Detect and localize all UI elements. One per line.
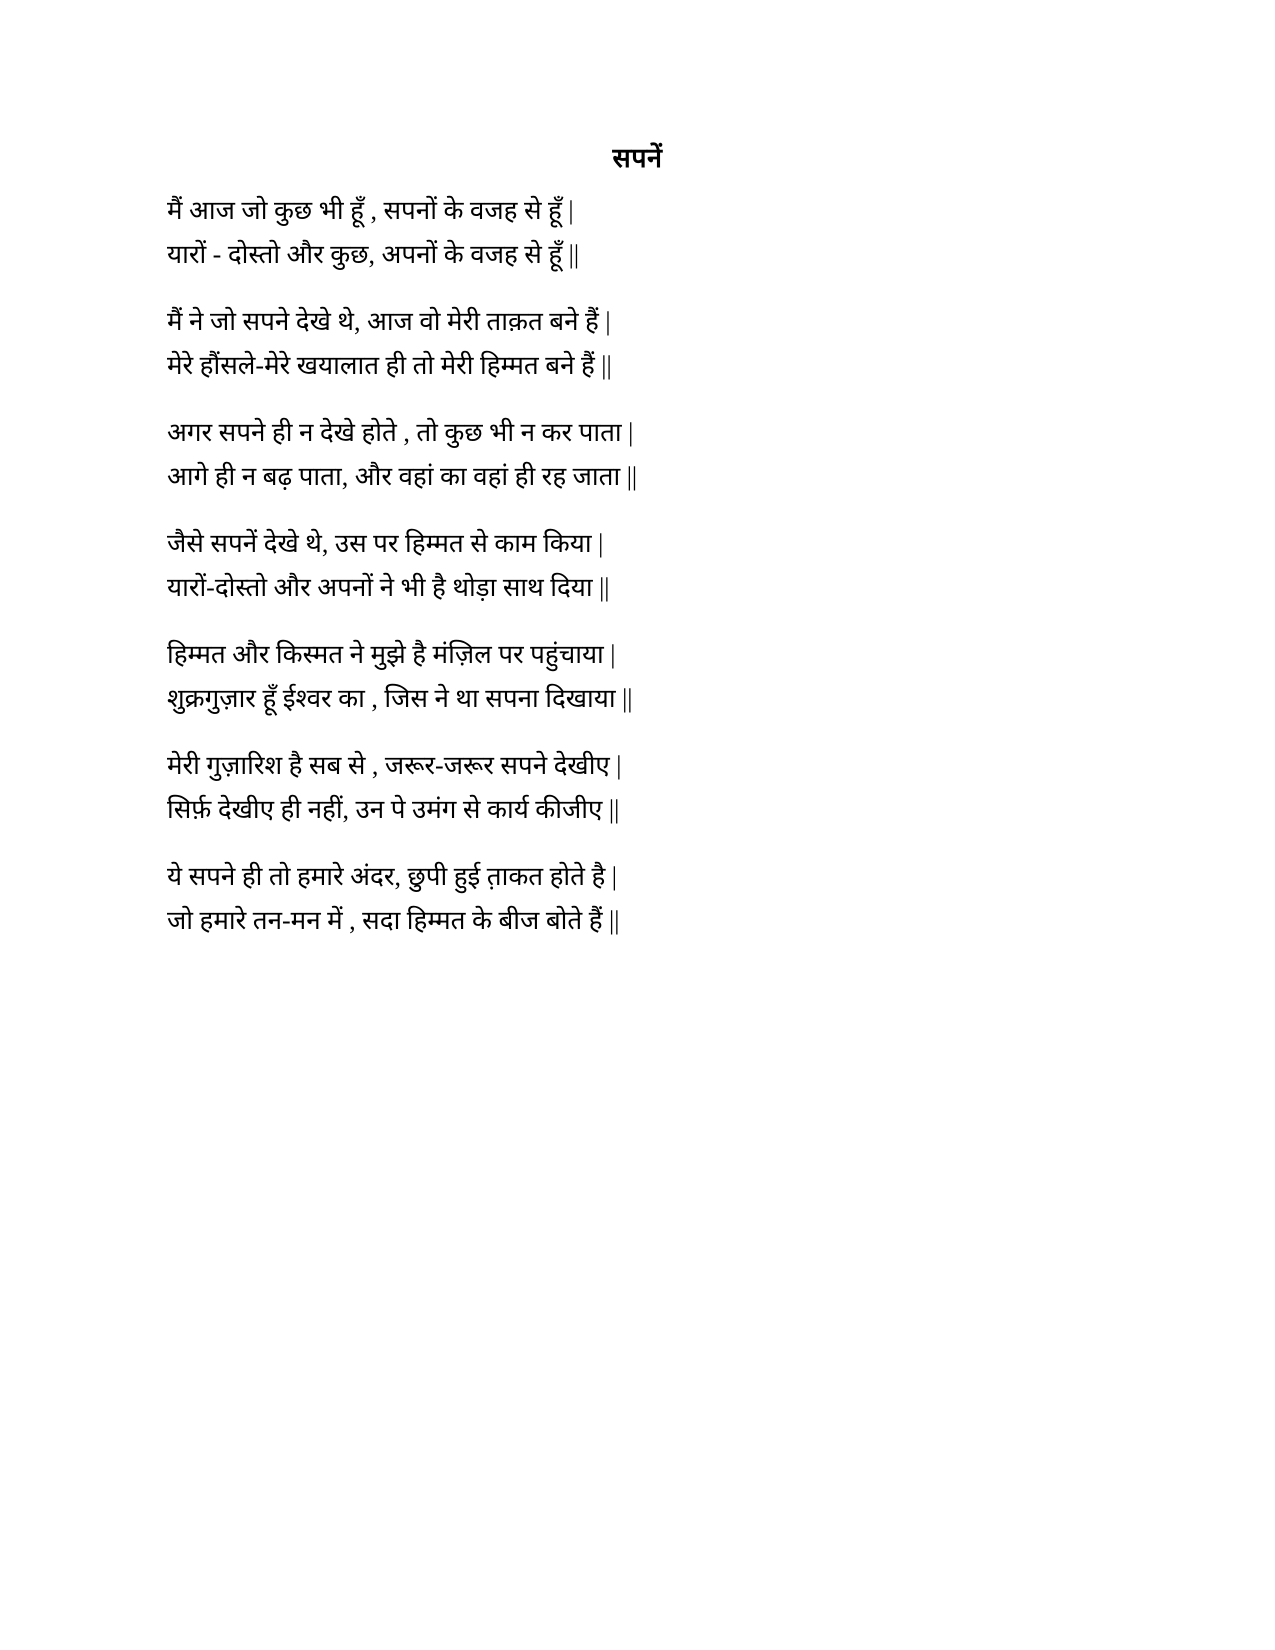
stanza — [167, 855, 1155, 943]
poem-line: जो हमारे तन-मन में , सदा हिम्मत के बीज बोते हैं || — [167, 906, 620, 935]
stanza — [167, 411, 1155, 499]
stanza — [167, 633, 1155, 721]
poem-line: आगे ही न बढ़ पाता, और वहां का वहां ही रह जाता || — [167, 462, 638, 491]
poem-line: मैं ने जो सपने देखे थे, आज वो मेरी ताक़त बने हैं | — [167, 307, 611, 336]
stanza — [167, 522, 1155, 610]
poem-line: मेरी गुज़ारिश है सब से , जरूर-जरूर सपने देखीए | — [167, 751, 622, 780]
stanza — [167, 744, 1155, 832]
poem-title: सपनें — [612, 143, 663, 173]
poem-line: यारों-दोस्तो और अपनों ने भी है थोड़ा साथ दिया || — [167, 573, 610, 602]
poem-line: यारों - दोस्तो और कुछ, अपनों के वजह से हूँ || — [167, 240, 580, 269]
poem-line: मेरे हौंसले-मेरे खयालात ही तो मेरी हिम्मत बने हैं || — [167, 351, 612, 380]
poem-line: ये सपने ही तो हमारे अंदर, छुपी हुई त़ाकत होते है | — [167, 862, 617, 891]
poem — [167, 138, 1155, 966]
poem-line: हिम्मत और किस्मत ने मुझे है मंज़िल पर पहुंचाया | — [167, 640, 616, 669]
poem-line: मैं आज जो कुछ भी हूँ , सपनों के वजह से हूँ | — [167, 196, 574, 225]
stanza — [167, 189, 1155, 277]
poem-line: शुक्रगुज़ार हूँ ईश्वर का , जिस ने था सपना दिखाया || — [167, 684, 633, 713]
poem-line: जैसे सपनें देखे थे, उस पर हिम्मत से काम किया | — [167, 529, 604, 558]
poem-line: अगर सपने ही न देखे होते , तो कुछ भी न कर पाता | — [167, 418, 634, 447]
stanza — [167, 300, 1155, 388]
poem-line: सिर्फ़ देखीए ही नहीं, उन पे उमंग से कार्य कीजीए || — [167, 795, 620, 824]
